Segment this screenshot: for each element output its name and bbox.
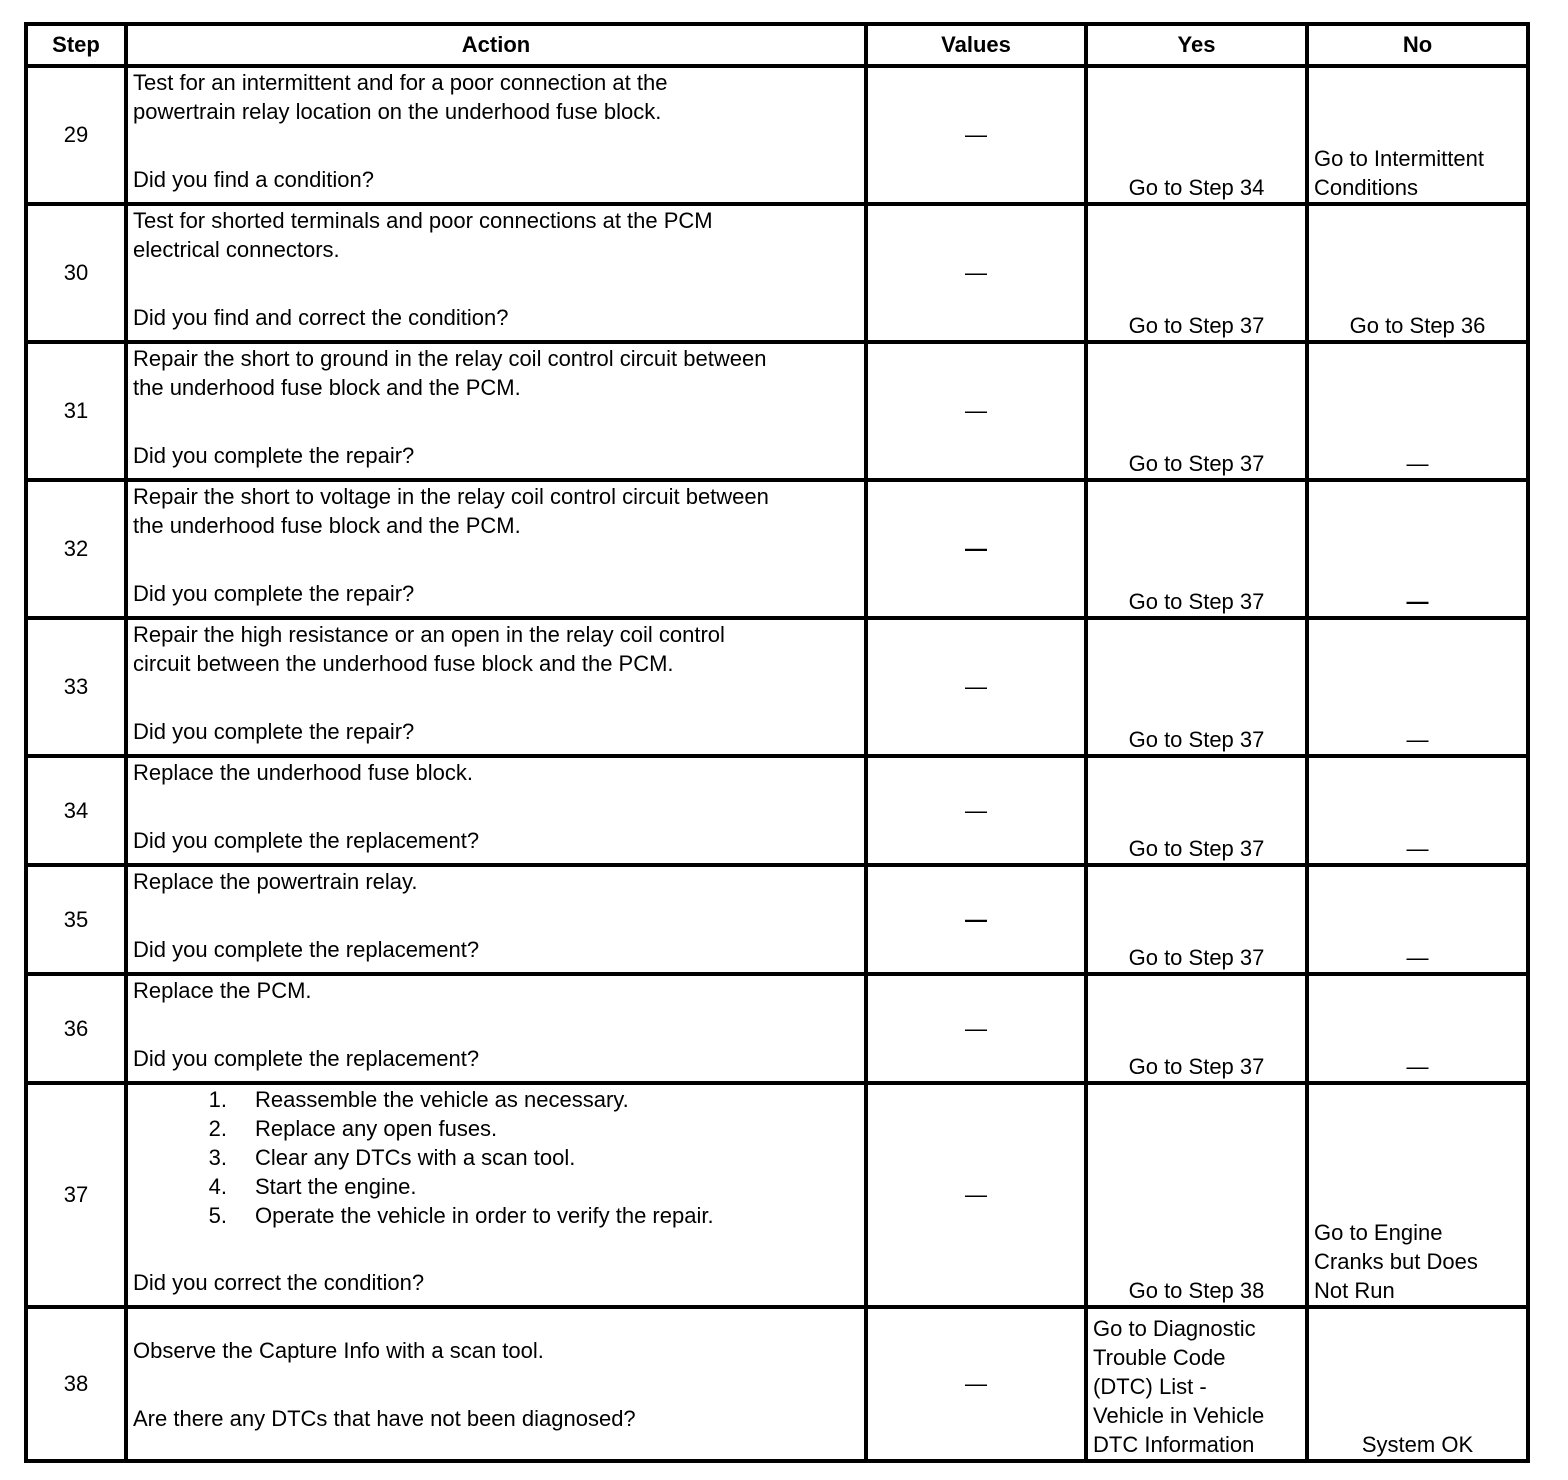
step-number: 37 <box>26 1083 126 1307</box>
action-text: Repair the short to voltage in the relay coil control circuit between the underhood fuse block and the PCM. <box>133 484 769 538</box>
list-item-number: 1. <box>208 1087 227 1112</box>
action-cell <box>126 480 866 618</box>
step-number: 30 <box>26 204 126 342</box>
yes-cell: Go to Step 37 <box>1086 974 1307 1083</box>
values-cell: — <box>866 342 1086 480</box>
action-cell <box>126 865 866 974</box>
action-question: Did you complete the replacement? <box>133 937 480 962</box>
values-cell: — <box>866 756 1086 865</box>
table-row <box>26 865 1528 974</box>
action-question: Did you find a condition? <box>133 167 374 192</box>
action-cell <box>126 1307 866 1461</box>
action-text: Test for shorted terminals and poor connections at the PCM electrical connectors. <box>133 208 713 262</box>
action-question: Did you complete the repair? <box>133 443 415 468</box>
step-number: 38 <box>26 1307 126 1461</box>
action-cell <box>126 618 866 756</box>
action-question: Did you complete the repair? <box>133 581 415 606</box>
step-number: 29 <box>26 66 126 204</box>
action-text: Replace the underhood fuse block. <box>133 760 474 785</box>
action-text: Repair the high resistance or an open in the relay coil control circuit between the underhood fuse block and the PCM. <box>133 622 725 676</box>
action-question: Did you complete the repair? <box>133 719 415 744</box>
action-text: Replace the powertrain relay. <box>133 869 418 894</box>
no-cell: — <box>1307 865 1528 974</box>
table-row <box>26 756 1528 865</box>
yes-cell: Go to Step 37 <box>1086 342 1307 480</box>
values-cell: — <box>866 204 1086 342</box>
list-item-number: 5. <box>208 1203 227 1228</box>
yes-cell: Go to Step 37 <box>1086 756 1307 865</box>
table-row <box>26 1307 1528 1461</box>
yes-cell: Go to Step 38 <box>1086 1083 1307 1307</box>
values-cell: — <box>866 1083 1086 1307</box>
action-question: Did you complete the replacement? <box>133 1046 480 1071</box>
action-cell <box>126 342 866 480</box>
values-cell: — <box>866 66 1086 204</box>
list-item-text: Reassemble the vehicle as necessary. <box>255 1087 629 1112</box>
yes-cell: Go to Step 37 <box>1086 618 1307 756</box>
table-row <box>26 66 1528 204</box>
table-row <box>26 342 1528 480</box>
values-cell: — <box>866 865 1086 974</box>
list-item <box>133 1172 859 1201</box>
action-question: Did you find and correct the condition? <box>133 305 509 330</box>
action-cell <box>126 756 866 865</box>
yes-cell: Go to Step 34 <box>1086 66 1307 204</box>
action-text: Replace the PCM. <box>133 978 312 1003</box>
list-item <box>133 1085 859 1114</box>
table-row <box>26 480 1528 618</box>
action-question: Are there any DTCs that have not been diagnosed? <box>133 1405 636 1431</box>
step-number: 31 <box>26 342 126 480</box>
yes-cell: Go to Step 37 <box>1086 204 1307 342</box>
header-no: No <box>1307 24 1528 66</box>
list-item-number: 4. <box>208 1174 227 1199</box>
yes-cell: Go to Step 37 <box>1086 865 1307 974</box>
yes-cell: Go to Diagnostic Trouble Code (DTC) List - Vehicle in Vehicle DTC Information <box>1086 1307 1307 1461</box>
action-question: Did you complete the replacement? <box>133 828 480 853</box>
header-action: Action <box>126 24 866 66</box>
list-item-text: Clear any DTCs with a scan tool. <box>255 1145 576 1170</box>
list-item-text: Start the engine. <box>255 1174 417 1199</box>
no-cell: — <box>1307 618 1528 756</box>
step-number: 36 <box>26 974 126 1083</box>
list-item <box>133 1201 859 1230</box>
table-row <box>26 204 1528 342</box>
no-cell: — <box>1307 974 1528 1083</box>
step-number: 34 <box>26 756 126 865</box>
step-number: 32 <box>26 480 126 618</box>
action-text: Test for an intermittent and for a poor connection at the powertrain relay location on the underhood fuse block. <box>133 70 668 124</box>
action-cell <box>126 204 866 342</box>
yes-cell: Go to Step 37 <box>1086 480 1307 618</box>
list-item-text: Operate the vehicle in order to verify the repair. <box>255 1203 714 1228</box>
list-item-number: 3. <box>208 1145 227 1170</box>
no-cell: System OK <box>1307 1307 1528 1461</box>
table-row <box>26 974 1528 1083</box>
list-item-text: Replace any open fuses. <box>255 1116 498 1141</box>
list-item-number: 2. <box>208 1116 227 1141</box>
list-item <box>133 1143 859 1172</box>
no-cell: Go to Engine Cranks but Does Not Run <box>1307 1083 1528 1307</box>
diagnostic-table <box>24 22 1530 1463</box>
values-cell: — <box>866 618 1086 756</box>
action-cell <box>126 1083 866 1307</box>
action-question: Did you correct the condition? <box>133 1270 425 1295</box>
action-cell <box>126 66 866 204</box>
values-cell: — <box>866 1307 1086 1461</box>
list-item <box>133 1114 859 1143</box>
table-row <box>26 618 1528 756</box>
action-list <box>133 1085 859 1230</box>
header-values: Values <box>866 24 1086 66</box>
no-cell: — <box>1307 342 1528 480</box>
values-cell: — <box>866 974 1086 1083</box>
header-yes: Yes <box>1086 24 1307 66</box>
action-cell <box>126 974 866 1083</box>
no-cell: Go to Intermittent Conditions <box>1307 66 1528 204</box>
step-number: 35 <box>26 865 126 974</box>
values-cell: — <box>866 480 1086 618</box>
table-row <box>26 1083 1528 1307</box>
step-number: 33 <box>26 618 126 756</box>
no-cell: — <box>1307 480 1528 618</box>
header-row <box>26 24 1528 66</box>
action-text: Observe the Capture Info with a scan tool. <box>133 1337 544 1363</box>
action-text: Repair the short to ground in the relay coil control circuit between the underhood fuse block and the PCM. <box>133 346 767 400</box>
no-cell: — <box>1307 756 1528 865</box>
header-step: Step <box>26 24 126 66</box>
no-cell: Go to Step 36 <box>1307 204 1528 342</box>
